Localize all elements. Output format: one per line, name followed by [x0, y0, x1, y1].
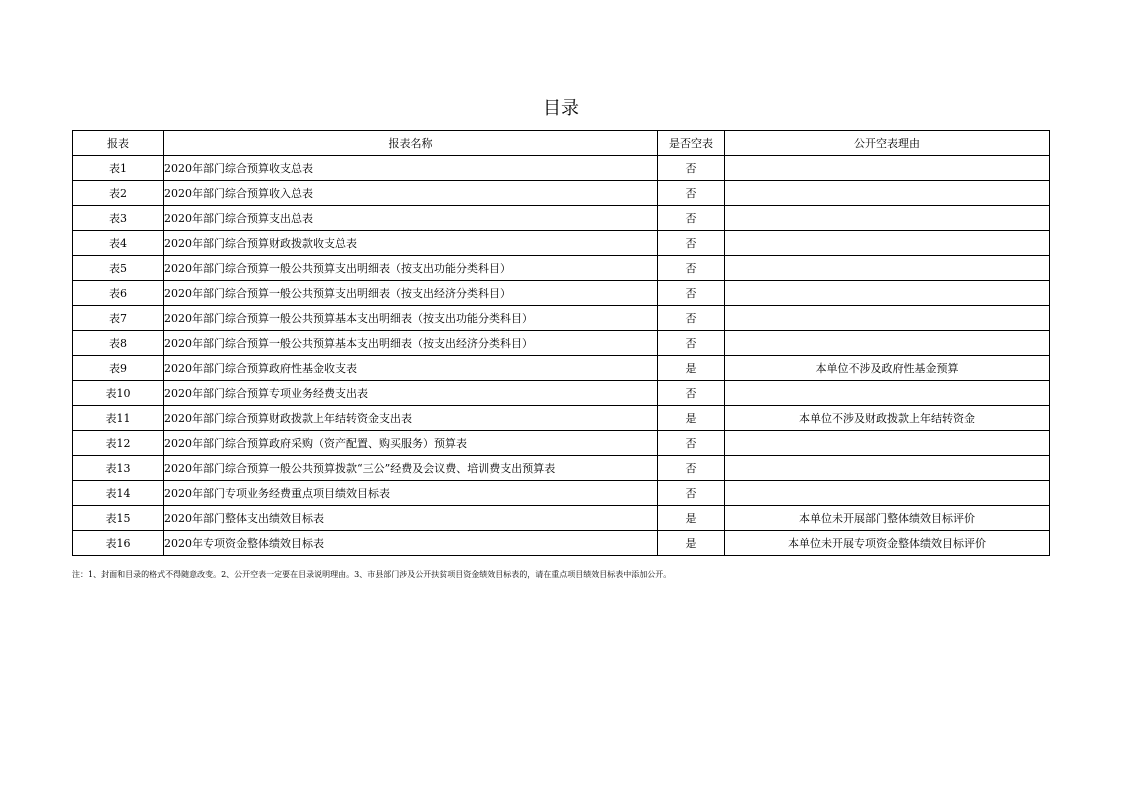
row-empty-cell: 否: [658, 206, 725, 231]
row-reason-cell: [725, 231, 1050, 256]
row-id-cell: 表7: [73, 306, 164, 331]
row-reason-cell: [725, 256, 1050, 281]
row-id-cell: 表11: [73, 406, 164, 431]
table-row: [73, 256, 1050, 281]
row-name-cell: 2020年专项资金整体绩效目标表: [164, 531, 658, 556]
header-row: [73, 131, 1050, 156]
row-id-cell: 表1: [73, 156, 164, 181]
row-empty-cell: 是: [658, 406, 725, 431]
row-id-cell: 表2: [73, 181, 164, 206]
row-id-cell: 表6: [73, 281, 164, 306]
row-reason-cell: [725, 481, 1050, 506]
row-reason-cell: 本单位不涉及财政拨款上年结转资金: [725, 406, 1050, 431]
table-row: [73, 406, 1050, 431]
table-row: [73, 306, 1050, 331]
header-empty: 是否空表: [658, 131, 725, 156]
row-name-cell: 2020年部门整体支出绩效目标表: [164, 506, 658, 531]
row-reason-cell: 本单位未开展部门整体绩效目标评价: [725, 506, 1050, 531]
header-reason: 公开空表理由: [725, 131, 1050, 156]
row-empty-cell: 否: [658, 181, 725, 206]
row-id-cell: 表12: [73, 431, 164, 456]
row-empty-cell: 否: [658, 281, 725, 306]
header-name: 报表名称: [164, 131, 658, 156]
row-reason-cell: [725, 156, 1050, 181]
row-reason-cell: [725, 306, 1050, 331]
row-id-cell: 表14: [73, 481, 164, 506]
row-reason-cell: [725, 381, 1050, 406]
toc-table: [72, 130, 1050, 556]
row-empty-cell: 否: [658, 456, 725, 481]
row-reason-cell: 本单位未开展专项资金整体绩效目标评价: [725, 531, 1050, 556]
row-reason-cell: 本单位不涉及政府性基金预算: [725, 356, 1050, 381]
row-empty-cell: 否: [658, 231, 725, 256]
table-row: [73, 356, 1050, 381]
page-title: 目录: [543, 98, 579, 119]
row-name-cell: 2020年部门专项业务经费重点项目绩效目标表: [164, 481, 658, 506]
table-row: [73, 281, 1050, 306]
row-empty-cell: 否: [658, 431, 725, 456]
table-row: [73, 481, 1050, 506]
row-reason-cell: [725, 431, 1050, 456]
row-empty-cell: 否: [658, 256, 725, 281]
table-row: [73, 331, 1050, 356]
row-id-cell: 表16: [73, 531, 164, 556]
table-row: [73, 431, 1050, 456]
table-row: [73, 381, 1050, 406]
row-name-cell: 2020年部门综合预算一般公共预算基本支出明细表（按支出经济分类科目）: [164, 331, 658, 356]
row-name-cell: 2020年部门综合预算专项业务经费支出表: [164, 381, 658, 406]
table-row: [73, 181, 1050, 206]
row-reason-cell: [725, 181, 1050, 206]
row-name-cell: 2020年部门综合预算一般公共预算基本支出明细表（按支出功能分类科目）: [164, 306, 658, 331]
row-reason-cell: [725, 206, 1050, 231]
row-reason-cell: [725, 281, 1050, 306]
row-empty-cell: 是: [658, 531, 725, 556]
row-name-cell: 2020年部门综合预算收支总表: [164, 156, 658, 181]
row-empty-cell: 是: [658, 506, 725, 531]
row-name-cell: 2020年部门综合预算财政拨款上年结转资金支出表: [164, 406, 658, 431]
row-empty-cell: 否: [658, 306, 725, 331]
row-id-cell: 表8: [73, 331, 164, 356]
row-empty-cell: 否: [658, 156, 725, 181]
row-empty-cell: 否: [658, 381, 725, 406]
row-name-cell: 2020年部门综合预算收入总表: [164, 181, 658, 206]
row-id-cell: 表10: [73, 381, 164, 406]
row-name-cell: 2020年部门综合预算一般公共预算支出明细表（按支出经济分类科目）: [164, 281, 658, 306]
row-id-cell: 表4: [73, 231, 164, 256]
row-empty-cell: 否: [658, 331, 725, 356]
table-row: [73, 231, 1050, 256]
row-name-cell: 2020年部门综合预算政府采购（资产配置、购买服务）预算表: [164, 431, 658, 456]
row-name-cell: 2020年部门综合预算一般公共预算拨款“三公”经费及会议费、培训费支出预算表: [164, 456, 658, 481]
row-name-cell: 2020年部门综合预算支出总表: [164, 206, 658, 231]
row-empty-cell: 否: [658, 481, 725, 506]
table-row: [73, 156, 1050, 181]
header-id: 报表: [73, 131, 164, 156]
table-row: [73, 531, 1050, 556]
row-reason-cell: [725, 331, 1050, 356]
row-name-cell: 2020年部门综合预算一般公共预算支出明细表（按支出功能分类科目）: [164, 256, 658, 281]
footnote: 注：1、封面和目录的格式不得随意改变。2、公开空表一定要在目录说明理由。3、市县部门涉及公开扶贫项目资金绩效目标表的，请在重点项目绩效目标表中添加公开。: [72, 570, 672, 579]
row-id-cell: 表13: [73, 456, 164, 481]
row-name-cell: 2020年部门综合预算财政拨款收支总表: [164, 231, 658, 256]
table-row: [73, 456, 1050, 481]
row-name-cell: 2020年部门综合预算政府性基金收支表: [164, 356, 658, 381]
row-empty-cell: 是: [658, 356, 725, 381]
row-id-cell: 表15: [73, 506, 164, 531]
table-row: [73, 506, 1050, 531]
row-id-cell: 表9: [73, 356, 164, 381]
table-row: [73, 206, 1050, 231]
row-id-cell: 表3: [73, 206, 164, 231]
row-id-cell: 表5: [73, 256, 164, 281]
row-reason-cell: [725, 456, 1050, 481]
